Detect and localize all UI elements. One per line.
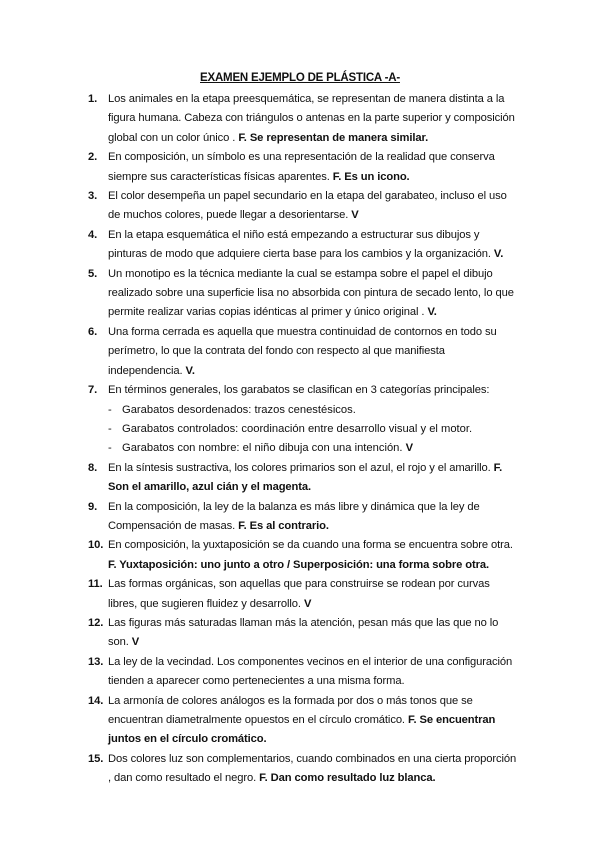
question-number: 8. — [88, 461, 98, 474]
bullet-dash: - — [108, 422, 112, 435]
question-answer: F. Es un icono. — [332, 170, 410, 183]
question-answer: F. Dan como resultado luz blanca. — [259, 772, 436, 785]
question-answer: V — [131, 636, 140, 649]
question-number: 5. — [88, 267, 98, 280]
question-text: Las formas orgánicas, son aquellas que para construirse se rodean por curvas libres, que sugieren fluidez y desarrollo. — [108, 578, 490, 610]
question-text: La armonía de colores análogos es la formada por dos o más tonos que se encuentran diametralmente opuestos en el círculo cromático. — [108, 694, 473, 726]
question-item — [88, 459, 520, 498]
question-number: 3. — [88, 190, 98, 203]
question-item — [88, 653, 520, 692]
garabato-item — [88, 420, 520, 439]
question-text: En la etapa esquemática el niño está empezando a estructurar sus dibujos y pinturas de modo que adquiere cierta base para los cambios y la organización. — [108, 228, 491, 261]
question-item — [88, 187, 520, 226]
question-answer: F. Yuxtaposición: uno junto a otro / Superposición: una forma sobre otra. — [108, 558, 489, 571]
question-item — [88, 90, 520, 148]
question-text: Una forma cerrada es aquella que muestra continuidad de contornos en todo su perímetro, lo que la contrata del fondo con respecto al que manifiesta independencia. — [108, 325, 497, 377]
question-text: El color desempeña un papel secundario en la etapa del garabateo, incluso el uso de muchos colores, puede llegar a desorientarse. — [108, 190, 507, 222]
question-answer: F. Son el amarillo, azul cián y el magenta. — [108, 461, 503, 494]
question-item — [88, 323, 520, 381]
question-answer: V — [303, 597, 312, 610]
question-text: En la composición, la ley de la balanza es más libre y dinámica que la ley de Compensación de masas. — [108, 500, 480, 532]
question-number: 6. — [88, 325, 98, 338]
question-item — [88, 498, 520, 537]
question-text: En términos generales, los garabatos se clasifican en 3 categorías principales: — [108, 384, 490, 397]
question-number: 13. — [88, 655, 104, 668]
garabato-item — [88, 401, 520, 420]
question-number: 1. — [88, 93, 98, 105]
question-item — [88, 536, 520, 575]
garabato-text: Garabatos desordenados: trazos cenestésicos. — [122, 403, 356, 416]
question-number: 2. — [88, 151, 98, 164]
question-list — [88, 90, 520, 789]
question-item — [88, 692, 520, 750]
question-answer: V. — [427, 306, 437, 319]
question-answer: F. Se encuentran juntos en el círculo cromático. — [108, 714, 496, 746]
garabato-text: Garabatos con nombre: el niño dibuja con una intención. — [122, 442, 403, 455]
question-text: Las figuras más saturadas llaman más la atención, pesan más que las que no lo son. — [108, 616, 499, 649]
question-text: En la síntesis sustractiva, los colores primarios son el azul, el rojo y el amarillo. — [108, 461, 491, 474]
question-text: La ley de la vecindad. Los componentes vecinos en el interior de una configuración tienden a aparecer como pertenecientes a una misma forma. — [108, 655, 513, 688]
garabato-text: Garabatos controlados: coordinación entre desarrollo visual y el motor. — [122, 422, 473, 435]
question-number: 11. — [88, 578, 103, 591]
question-answer: V. — [493, 248, 504, 261]
question-text: Los animales en la etapa preesquemática, se representan de manera distinta a la figura humana. Cabeza con triángulos o antenas en la parte superior y composición global con un color único . — [108, 93, 515, 144]
question-item — [88, 148, 520, 187]
question-item — [88, 226, 520, 265]
question-item — [88, 614, 520, 653]
question-text: En composición, un símbolo es una representación de la realidad que conserva siempre sus características físicas aparentes. — [108, 151, 495, 183]
question-number: 14. — [88, 694, 104, 707]
question-item — [88, 265, 520, 323]
question-item — [88, 750, 520, 789]
question-answer: F. Es al contrario. — [238, 519, 329, 532]
question-item — [88, 381, 520, 400]
bullet-dash: - — [108, 442, 112, 455]
question-answer: V — [351, 209, 359, 222]
bullet-dash: - — [108, 403, 112, 416]
question-number: 15. — [88, 752, 104, 765]
question-text: Dos colores luz son complementarios, cuando combinados en una cierta proporción , dan como resultado el negro. — [108, 752, 517, 785]
question-text: En composición, la yuxtaposición se da cuando una forma se encuentra sobre otra. — [108, 539, 513, 552]
question-answer: V. — [185, 364, 195, 377]
question-number: 12. — [88, 616, 104, 629]
question-item — [88, 575, 520, 614]
question-number: 10. — [88, 539, 104, 552]
question-number: 4. — [88, 228, 98, 241]
question-number: 7. — [88, 384, 98, 397]
question-text: Un monotipo es la técnica mediante la cual se estampa sobre el papel el dibujo realizado sobre una superficie lisa no absorbida con pintura de secado lento, lo que permite realizar varias copias idénticas al primer y único original . — [108, 267, 514, 319]
question-answer: F. Se representan de manera similar. — [238, 131, 429, 144]
garabato-answer: V — [405, 442, 414, 455]
exam-title: EXAMEN EJEMPLO DE PLÁSTICA -A- — [200, 72, 400, 84]
question-number: 9. — [88, 500, 98, 513]
garabato-item — [88, 439, 520, 458]
